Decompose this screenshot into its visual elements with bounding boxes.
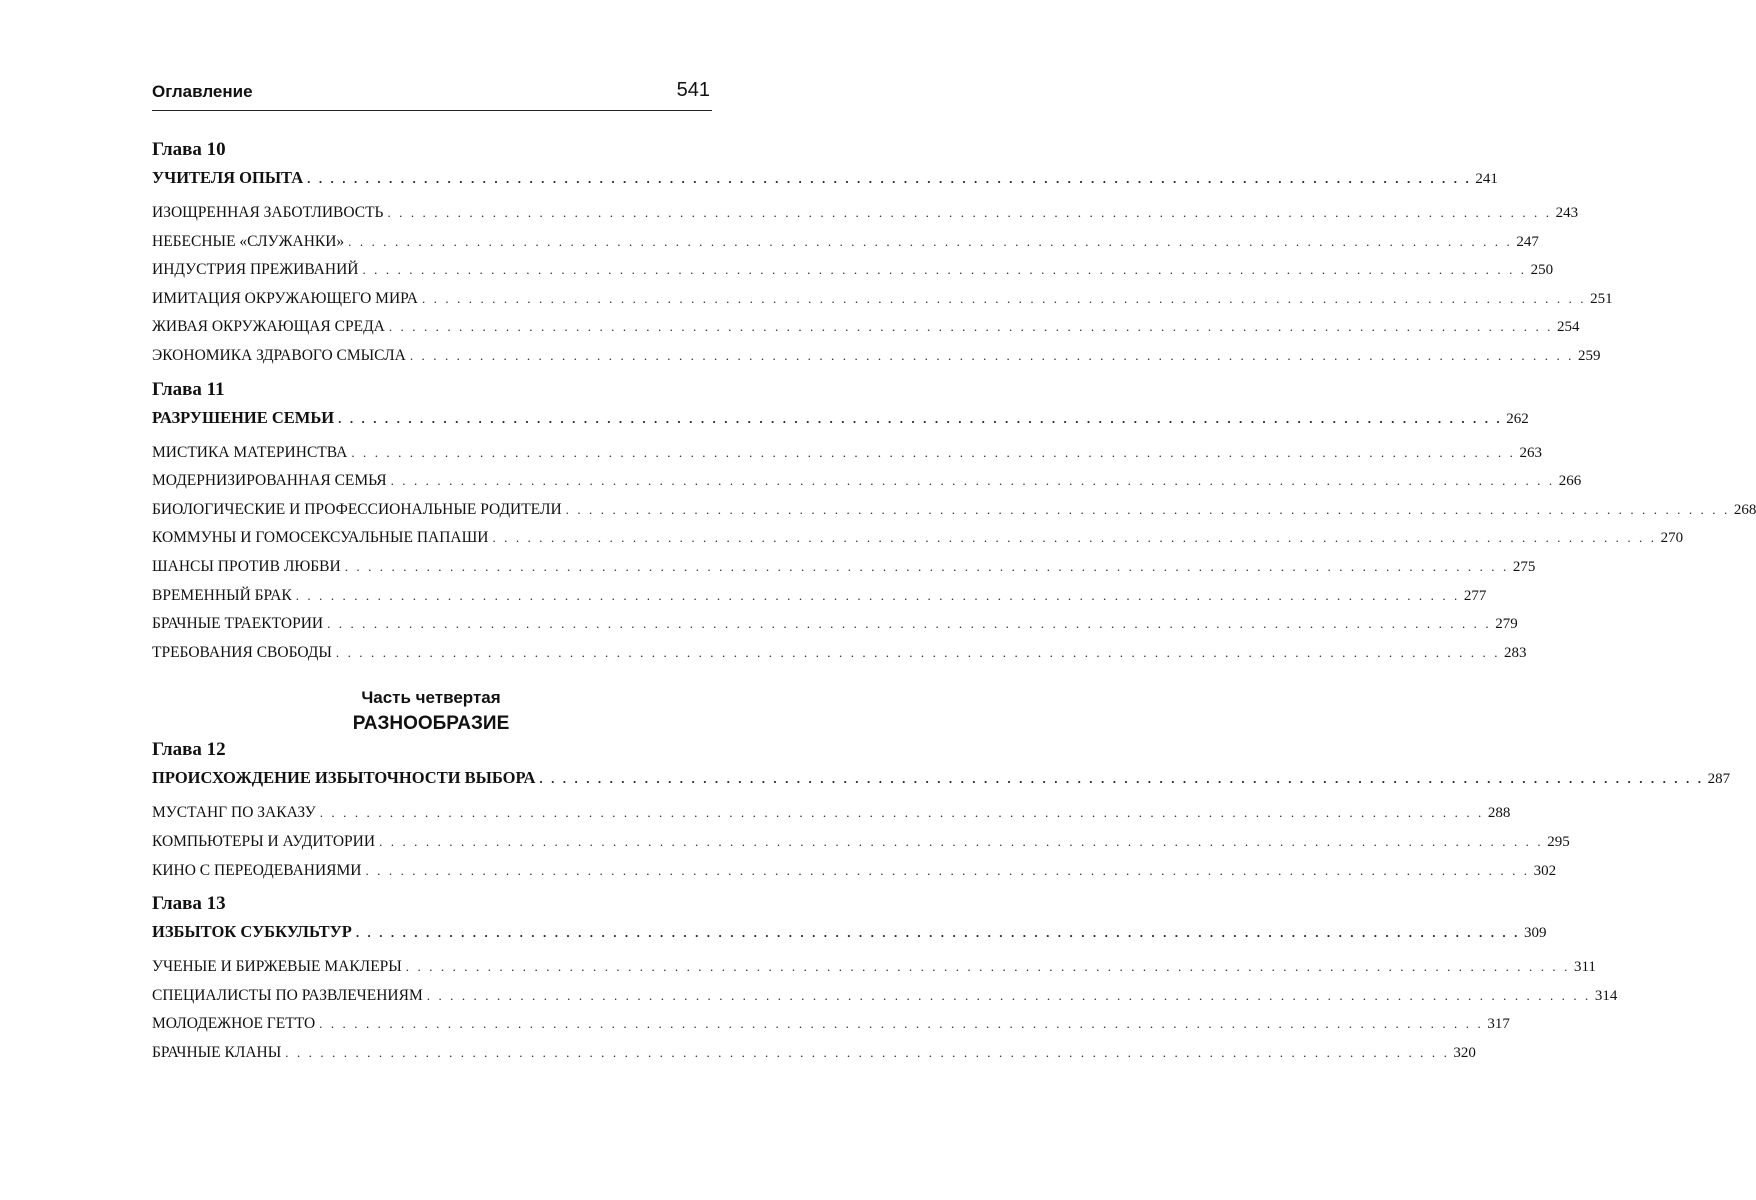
- leader-dots: . . . . . . . . . . . . . . . . . . . . . . . . . . . . . . . . . . . . . . . . . . . . . . . . . . . . . . . . . . . . . . . . . . . . . . . . . . . . . . . . . . . . . . . . . . . . . . . . . . . .: [327, 616, 1492, 632]
- leader-dots: . . . . . . . . . . . . . . . . . . . . . . . . . . . . . . . . . . . . . . . . . . . . . . . . . . . . . . . . . . . . . . . . . . . . . . . . . . . . . . . . . . . . . . . . . . . . . . . . . . . .: [295, 587, 1460, 603]
- leader-dots: . . . . . . . . . . . . . . . . . . . . . . . . . . . . . . . . . . . . . . . . . . . . . . . . . . . . . . . . . . . . . . . . . . . . . . . . . . . . . . . . . . . . . . . . . . . . . . . . . . . .: [307, 171, 1472, 186]
- entry-page: 263: [1519, 444, 1542, 461]
- toc-entry: [152, 199, 1579, 228]
- leader-dots: . . . . . . . . . . . . . . . . . . . . . . . . . . . . . . . . . . . . . . . . . . . . . . . . . . . . . . . . . . . . . . . . . . . . . . . . . . . . . . . . . . . . . . . . . . . . . . . . . . . .: [365, 862, 1530, 878]
- toc-entry: [152, 610, 1518, 639]
- leader-dots: . . . . . . . . . . . . . . . . . . . . . . . . . . . . . . . . . . . . . . . . . . . . . . . . . . . . . . . . . . . . . . . . . . . . . . . . . . . . . . . . . . . . . . . . . . . . . . . . . . . .: [387, 205, 1552, 220]
- entry-page: 259: [1578, 347, 1601, 364]
- leader-dots: . . . . . . . . . . . . . . . . . . . . . . . . . . . . . . . . . . . . . . . . . . . . . . . . . . . . . . . . . . . . . . . . . . . . . . . . . . . . . . . . . . . . . . . . . . . . . . . . . . . .: [492, 530, 1657, 546]
- entry-title: СПЕЦИАЛИСТЫ ПО РАЗВЛЕЧЕНИЯМ: [152, 986, 423, 1004]
- leader-dots: . . . . . . . . . . . . . . . . . . . . . . . . . . . . . . . . . . . . . . . . . . . . . . . . . . . . . . . . . . . . . . . . . . . . . . . . . . . . . . . . . . . . . . . . . . . . . . . . . . . .: [335, 644, 1501, 660]
- entry-title: ИЗОЩРЕННАЯ ЗАБОТЛИВОСТЬ: [152, 204, 384, 221]
- toc-entry: [152, 1039, 1476, 1068]
- toc-entry: [152, 582, 1487, 611]
- part-subtitle: Часть четвертая: [361, 688, 501, 708]
- entry-title: ТРЕБОВАНИЯ СВОБОДЫ: [152, 643, 332, 661]
- chapter-11-label: Глава 11: [152, 378, 225, 400]
- entry-page: 302: [1533, 862, 1557, 879]
- chapter-11-title-entry: [152, 403, 1529, 433]
- toc-entry: [152, 467, 1582, 496]
- entry-title: ИМИТАЦИЯ ОКРУЖАЮЩЕГО МИРА: [152, 289, 418, 307]
- entry-title: МИСТИКА МАТЕРИНСТВА: [152, 443, 348, 461]
- leader-dots: . . . . . . . . . . . . . . . . . . . . . . . . . . . . . . . . . . . . . . . . . . . . . . . . . . . . . . . . . . . . . . . . . . . . . . . . . . . . . . . . . . . . . . . . . . . . . . . . . . . .: [319, 1016, 1484, 1032]
- chapter-10-label: Глава 10: [152, 139, 226, 160]
- toc-entry: [152, 313, 1580, 342]
- part-title: РАЗНООБРАЗИЕ: [352, 713, 510, 735]
- entry-page: 279: [1495, 616, 1518, 633]
- running-header: [152, 76, 712, 111]
- chapter-title: УЧИТЕЛЯ ОПЫТА: [152, 168, 304, 187]
- entry-title: МУСТАНГ ПО ЗАКАЗУ: [152, 804, 316, 822]
- chapter-13-title-entry: [152, 917, 1547, 947]
- leader-dots: . . . . . . . . . . . . . . . . . . . . . . . . . . . . . . . . . . . . . . . . . . . . . . . . . . . . . . . . . . . . . . . . . . . . . . . . . . . . . . . . . . . . . . . . . . . . . . . . . . . .: [285, 1044, 1450, 1060]
- leader-dots: . . . . . . . . . . . . . . . . . . . . . . . . . . . . . . . . . . . . . . . . . . . . . . . . . . . . . . . . . . . . . . . . . . . . . . . . . . . . . . . . . . . . . . . . . . . . . . . . . . . .: [426, 987, 1591, 1003]
- toc-entry: [152, 953, 1596, 982]
- chapter-10-title-entry: [152, 163, 1498, 193]
- entry-title: НЕБЕСНЫЕ «СЛУЖАНКИ»: [152, 232, 345, 250]
- leader-dots: . . . . . . . . . . . . . . . . . . . . . . . . . . . . . . . . . . . . . . . . . . . . . . . . . . . . . . . . . . . . . . . . . . . . . . . . . . . . . . . . . . . . . . . . . . . . . . . . . . . .: [421, 290, 1587, 306]
- entry-page: 254: [1557, 319, 1580, 336]
- leader-dots: . . . . . . . . . . . . . . . . . . . . . . . . . . . . . . . . . . . . . . . . . . . . . . . . . . . . . . . . . . . . . . . . . . . . . . . . . . . . . . . . . . . . . . . . . . . . . . . . . . . .: [388, 319, 1553, 335]
- entry-page: 277: [1463, 587, 1487, 604]
- entry-page: 268: [1733, 501, 1756, 518]
- entry-page: 270: [1660, 530, 1684, 547]
- entry-title: ЖИВАЯ ОКРУЖАЮЩАЯ СРЕДА: [152, 318, 385, 336]
- table-of-contents: [152, 137, 1756, 1067]
- chapter-13-label: Глава 13: [152, 893, 226, 915]
- leader-dots: . . . . . . . . . . . . . . . . . . . . . . . . . . . . . . . . . . . . . . . . . . . . . . . . . . . . . . . . . . . . . . . . . . . . . . . . . . . . . . . . . . . . . . . . . . . . . . . . . . . .: [348, 233, 1513, 249]
- toc-entry: [152, 828, 1570, 857]
- toc-entry: [152, 857, 1557, 886]
- toc-entry: [152, 982, 1618, 1011]
- entry-page: 309: [1523, 925, 1547, 942]
- chapter-title: РАЗРУШЕНИЕ СЕМЬИ: [152, 407, 335, 427]
- entry-title: БРАЧНЫЕ КЛАНЫ: [152, 1043, 282, 1061]
- entry-page: 295: [1547, 833, 1570, 850]
- entry-page: 288: [1487, 805, 1511, 822]
- entry-title: ЭКОНОМИКА ЗДРАВОГО СМЫСЛА: [152, 346, 406, 364]
- leader-dots: . . . . . . . . . . . . . . . . . . . . . . . . . . . . . . . . . . . . . . . . . . . . . . . . . . . . . . . . . . . . . . . . . . . . . . . . . . . . . . . . . . . . . . . . . . . . . . . . . . . .: [405, 959, 1570, 975]
- entry-title: ИНДУСТРИЯ ПРЕЖИВАНИЙ: [152, 261, 359, 279]
- leader-dots: . . . . . . . . . . . . . . . . . . . . . . . . . . . . . . . . . . . . . . . . . . . . . . . . . . . . . . . . . . . . . . . . . . . . . . . . . . . . . . . . . . . . . . . . . . . . . . . . . . . .: [362, 262, 1527, 278]
- entry-page: 247: [1516, 233, 1539, 250]
- entry-title: КИНО С ПЕРЕОДЕВАНИЯМИ: [152, 861, 362, 879]
- leader-dots: . . . . . . . . . . . . . . . . . . . . . . . . . . . . . . . . . . . . . . . . . . . . . . . . . . . . . . . . . . . . . . . . . . . . . . . . . . . . . . . . . . . . . . . . . . . . . . . . . . . .: [319, 805, 1484, 821]
- entry-page: 275: [1512, 558, 1536, 575]
- toc-entry: [152, 799, 1511, 828]
- leader-dots: . . . . . . . . . . . . . . . . . . . . . . . . . . . . . . . . . . . . . . . . . . . . . . . . . . . . . . . . . . . . . . . . . . . . . . . . . . . . . . . . . . . . . . . . . . . . . . . . . . . .: [565, 501, 1730, 517]
- entry-page: 283: [1504, 644, 1527, 661]
- entry-title: ВРЕМЕННЫЙ БРАК: [152, 586, 292, 604]
- entry-title: БИОЛОГИЧЕСКИЕ И ПРОФЕССИОНАЛЬНЫЕ РОДИТЕЛИ: [152, 500, 562, 518]
- leader-dots: . . . . . . . . . . . . . . . . . . . . . . . . . . . . . . . . . . . . . . . . . . . . . . . . . . . . . . . . . . . . . . . . . . . . . . . . . . . . . . . . . . . . . . . . . . . . . . . . . . . .: [390, 473, 1555, 489]
- entry-title: КОММУНЫ И ГОМОСЕКСУАЛЬНЫЕ ПАПАШИ: [152, 529, 489, 547]
- entry-page: 266: [1558, 473, 1582, 490]
- entry-page: 262: [1506, 410, 1529, 427]
- leader-dots: . . . . . . . . . . . . . . . . . . . . . . . . . . . . . . . . . . . . . . . . . . . . . . . . . . . . . . . . . . . . . . . . . . . . . . . . . . . . . . . . . . . . . . . . . . . . . . . . . . . .: [409, 347, 1574, 363]
- entry-page: 311: [1573, 959, 1596, 976]
- leader-dots: . . . . . . . . . . . . . . . . . . . . . . . . . . . . . . . . . . . . . . . . . . . . . . . . . . . . . . . . . . . . . . . . . . . . . . . . . . . . . . . . . . . . . . . . . . . . . . . . . . . .: [355, 925, 1520, 941]
- entry-title: МОЛОДЕЖНОЕ ГЕТТО: [152, 1015, 316, 1033]
- entry-title: ШАНСЫ ПРОТИВ ЛЮБВИ: [152, 557, 341, 575]
- entry-title: БРАЧНЫЕ ТРАЕКТОРИИ: [152, 615, 324, 633]
- toc-entry: [152, 1010, 1510, 1039]
- leader-dots: . . . . . . . . . . . . . . . . . . . . . . . . . . . . . . . . . . . . . . . . . . . . . . . . . . . . . . . . . . . . . . . . . . . . . . . . . . . . . . . . . . . . . . . . . . . . . . . . . . . .: [344, 558, 1509, 574]
- entry-page: 314: [1594, 987, 1618, 1004]
- entry-title: МОДЕРНИЗИРОВАННАЯ СЕМЬЯ: [152, 472, 387, 490]
- entry-page: 317: [1487, 1016, 1510, 1033]
- entry-page: 241: [1475, 171, 1498, 187]
- chapter-title: ПРОИСХОЖДЕНИЕ ИЗБЫТОЧНОСТИ ВЫБОРА: [152, 768, 536, 788]
- entry-page: 320: [1453, 1044, 1476, 1061]
- toc-entry: [152, 496, 1756, 525]
- entry-title: УЧЕНЫЕ И БИРЖЕВЫЕ МАКЛЕРЫ: [152, 958, 402, 976]
- chapter-title: ИЗБЫТОК СУБКУЛЬТУР: [152, 922, 352, 942]
- entry-page: 250: [1530, 262, 1554, 279]
- leader-dots: . . . . . . . . . . . . . . . . . . . . . . . . . . . . . . . . . . . . . . . . . . . . . . . . . . . . . . . . . . . . . . . . . . . . . . . . . . . . . . . . . . . . . . . . . . . . . . . . . . . .: [351, 444, 1516, 460]
- running-header-title: Оглавление: [152, 82, 253, 101]
- toc-entry: [152, 228, 1539, 257]
- toc-entry: [152, 439, 1542, 468]
- leader-dots: . . . . . . . . . . . . . . . . . . . . . . . . . . . . . . . . . . . . . . . . . . . . . . . . . . . . . . . . . . . . . . . . . . . . . . . . . . . . . . . . . . . . . . . . . . . . . . . . . . . .: [539, 771, 1704, 787]
- toc-entry: [152, 342, 1601, 371]
- leader-dots: . . . . . . . . . . . . . . . . . . . . . . . . . . . . . . . . . . . . . . . . . . . . . . . . . . . . . . . . . . . . . . . . . . . . . . . . . . . . . . . . . . . . . . . . . . . . . . . . . . . .: [338, 410, 1503, 426]
- entry-page: 287: [1707, 771, 1731, 788]
- toc-entry: [152, 285, 1613, 314]
- toc-entry: [152, 639, 1527, 668]
- entry-page: 251: [1590, 290, 1613, 307]
- page-number: 541: [676, 79, 710, 101]
- leader-dots: . . . . . . . . . . . . . . . . . . . . . . . . . . . . . . . . . . . . . . . . . . . . . . . . . . . . . . . . . . . . . . . . . . . . . . . . . . . . . . . . . . . . . . . . . . . . . . . . . . . .: [379, 833, 1544, 849]
- chapter-12-title-entry: [152, 763, 1731, 793]
- toc-entry: [152, 524, 1684, 553]
- chapter-12-label: Глава 12: [152, 739, 226, 761]
- toc-entry: [152, 553, 1536, 582]
- entry-title: КОМПЬЮТЕРЫ И АУДИТОРИИ: [152, 832, 376, 850]
- entry-page: 243: [1555, 205, 1579, 221]
- toc-entry: [152, 256, 1554, 285]
